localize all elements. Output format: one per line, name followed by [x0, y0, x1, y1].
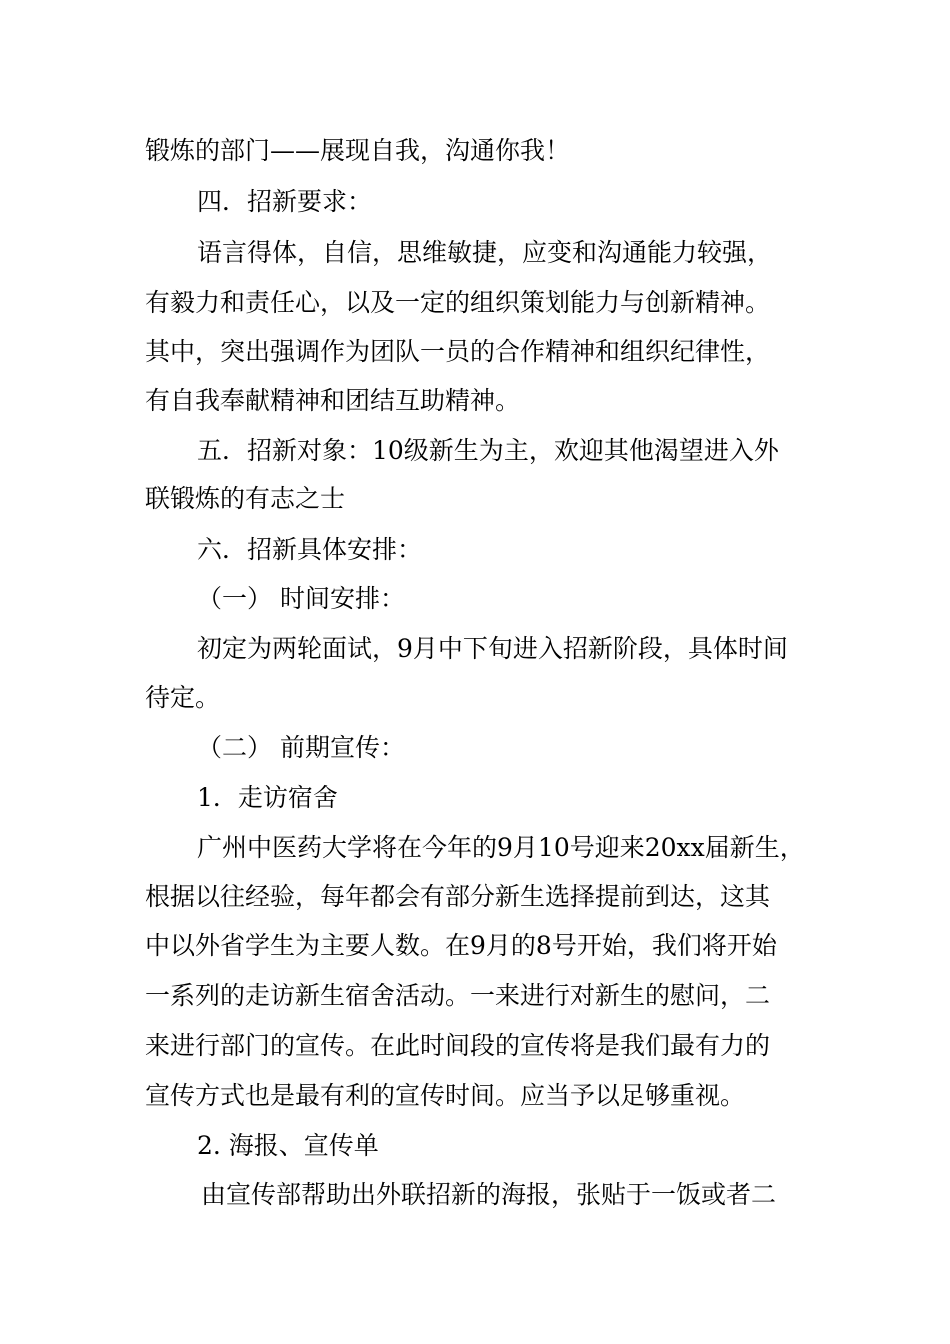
section-heading-5: 五．招新对象：10级新生为主，欢迎其他渴望进入外: [197, 436, 779, 465]
text-line-12: 待定。: [145, 683, 221, 712]
text-line-5: 其中，突出强调作为团队一员的合作精神和组织纪律性，: [145, 337, 771, 366]
text-line-20: 宣传方式也是最有利的宣传时间。应当予以足够重视。: [145, 1081, 746, 1110]
text-line-8: 联锻炼的有志之士: [145, 484, 346, 513]
text-line-17: 中以外省学生为主要人数。在9月的8号开始，我们将开始: [145, 931, 777, 960]
text-line-16: 根据以往经验，每年都会有部分新生选择提前到达，这其: [145, 882, 771, 911]
text-line-1: 锻炼的部门——展现自我，沟通你我！: [145, 136, 571, 165]
section-heading-6: 六．招新具体安排：: [197, 535, 423, 564]
subsection-heading-1: （一） 时间安排：: [197, 584, 405, 613]
subsection-heading-2: （二） 前期宣传：: [197, 733, 405, 762]
section-heading-4: 四．招新要求：: [197, 187, 373, 216]
text-line-15: 广州中医药大学将在今年的9月10号迎来20xx届新生，: [197, 833, 805, 862]
text-line-19: 来进行部门的宣传。在此时间段的宣传将是我们最有力的: [145, 1031, 771, 1060]
text-line-4: 有毅力和责任心，以及一定的组织策划能力与创新精神。: [145, 288, 771, 317]
list-item-heading-2: 2. 海报、宣传单: [197, 1131, 379, 1160]
text-line-11: 初定为两轮面试，9月中下旬进入招新阶段，具体时间: [197, 634, 788, 663]
text-line-3: 语言得体，自信，思维敏捷，应变和沟通能力较强，: [197, 238, 773, 267]
text-line-18: 一系列的走访新生宿舍活动。一来进行对新生的慰问，二: [145, 981, 771, 1010]
text-line-22: 由宣传部帮助出外联招新的海报，张贴于一饭或者二: [201, 1180, 777, 1209]
text-line-6: 有自我奉献精神和团结互助精神。: [145, 386, 521, 415]
list-item-heading-1: 1．走访宿舍: [197, 783, 338, 812]
